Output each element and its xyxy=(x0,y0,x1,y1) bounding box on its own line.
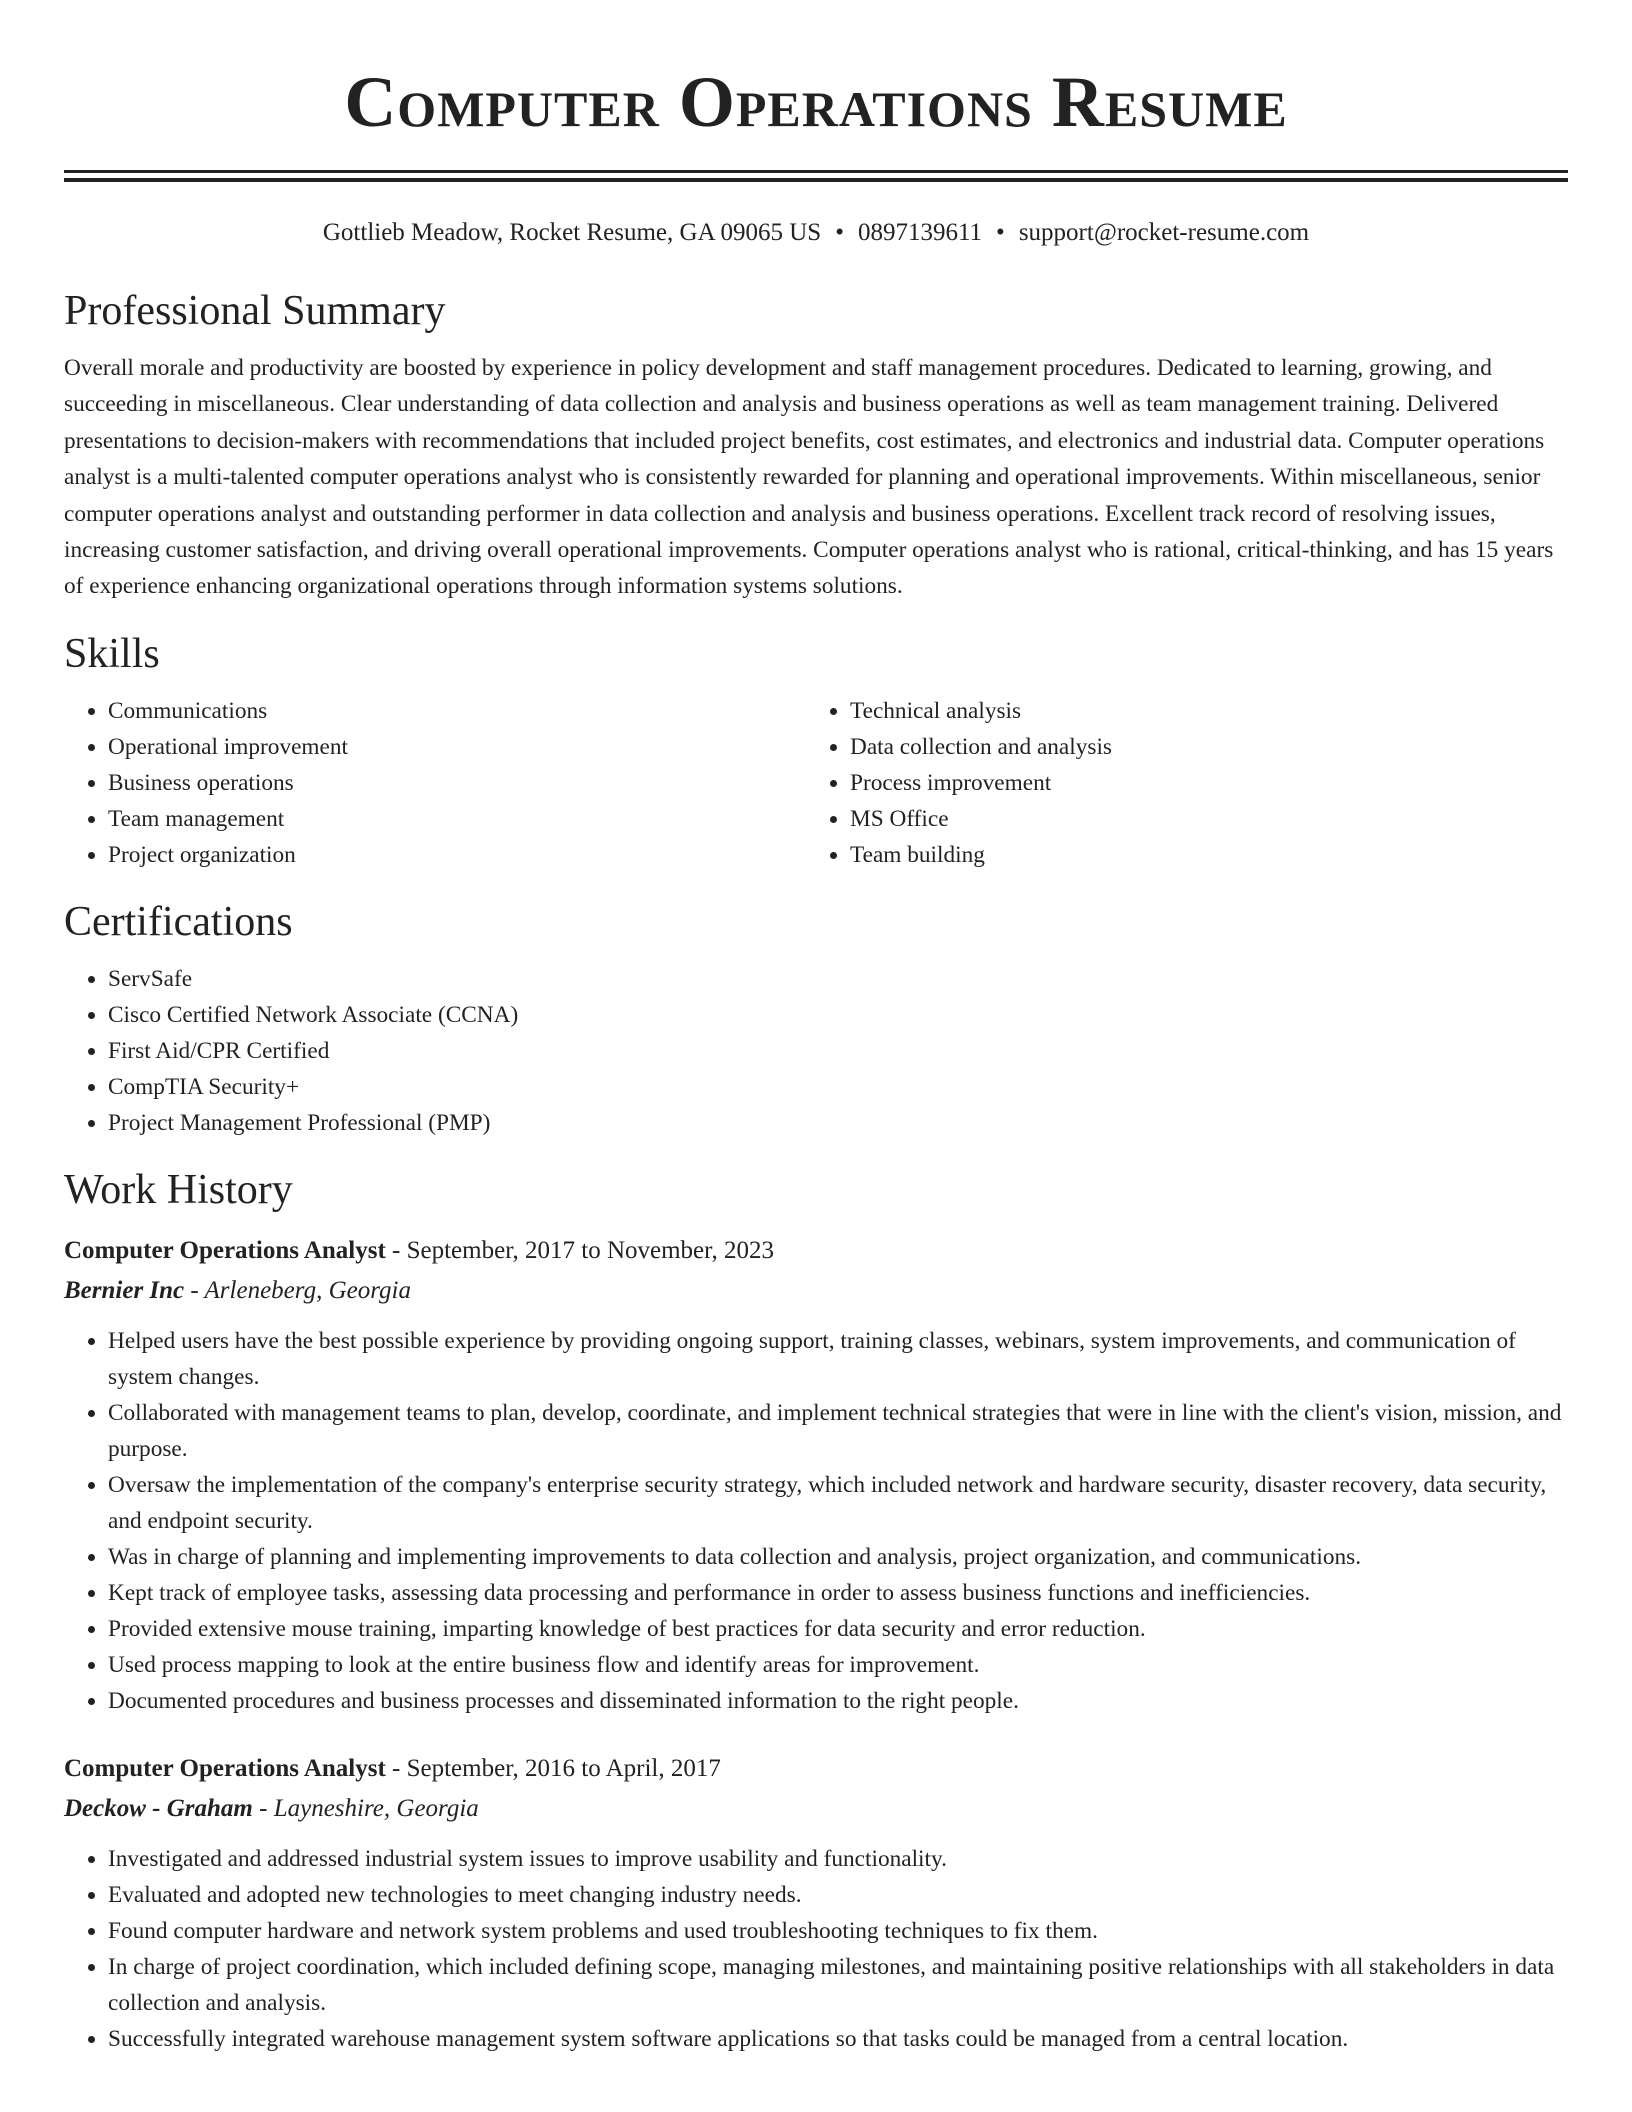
skill-item: • Project organization xyxy=(108,837,806,873)
certification-item: • ServSafe xyxy=(108,961,1568,997)
job-duty: • Provided extensive mouse training, imparting knowledge of best practices for data security and error reduction. xyxy=(108,1611,1568,1647)
skill-item: • Business operations xyxy=(108,765,806,801)
job-duty: • Used process mapping to look at the entire business flow and identify areas for improvement. xyxy=(108,1647,1568,1683)
skills-heading: Skills xyxy=(64,630,160,677)
certification-item: • Project Management Professional (PMP) xyxy=(108,1105,1568,1141)
skill-item: • Team management xyxy=(108,801,806,837)
work-history-heading: Work History xyxy=(64,1166,293,1213)
job-duty: • In charge of project coordination, which included defining scope, managing milestones, and maintaining positive relationships with all stakeholders in data collection and analysis. xyxy=(108,1949,1568,2021)
skills-column-left xyxy=(64,693,806,873)
job-duty: • Found computer hardware and network system problems and used troubleshooting techniques to fix them. xyxy=(108,1913,1568,1949)
certifications-list xyxy=(64,961,1568,1141)
job-duty: • Evaluated and adopted new technologies to meet changing industry needs. xyxy=(108,1877,1568,1913)
certification-item: • Cisco Certified Network Associate (CCNA) xyxy=(108,997,1568,1033)
skill-item: • Data collection and analysis xyxy=(850,729,1548,765)
contact-phone: 0897139611 xyxy=(857,219,983,246)
job-duties xyxy=(64,1841,1568,2057)
job-company-line xyxy=(64,1271,1568,1311)
job-title-line xyxy=(64,1749,1568,1789)
job-location: - Arleneberg, Georgia xyxy=(184,1276,411,1304)
summary-heading: Professional Summary xyxy=(64,288,446,334)
contact-line xyxy=(64,218,1568,248)
job-entry xyxy=(64,1231,1568,1719)
skill-item: • Operational improvement xyxy=(108,729,806,765)
job-duty: • Successfully integrated warehouse management system software applications so that tasks could be managed from a central location. xyxy=(108,2021,1568,2057)
certification-item: • First Aid/CPR Certified xyxy=(108,1033,1568,1069)
job-duty: • Helped users have the best possible experience by providing ongoing support, training classes, webinars, system improvements, and communication of system changes. xyxy=(108,1323,1568,1395)
resume-title: Computer Operations Resume xyxy=(344,62,1288,142)
contact-email[interactable]: support@rocket-resume.com xyxy=(1018,219,1310,246)
job-dates: - September, 2017 to November, 2023 xyxy=(385,1236,774,1264)
job-company: Bernier Inc xyxy=(64,1276,185,1304)
skill-item: • MS Office xyxy=(850,801,1548,837)
job-company: Deckow - Graham xyxy=(64,1794,253,1822)
job-duties xyxy=(64,1323,1568,1719)
skill-item: • Process improvement xyxy=(850,765,1548,801)
job-duty: • Oversaw the implementation of the company's enterprise security strategy, which included network and hardware security, disaster recovery, data security, and endpoint security. xyxy=(108,1467,1568,1539)
job-duty: • Documented procedures and business processes and disseminated information to the right people. xyxy=(108,1683,1568,1719)
title-divider-bottom xyxy=(64,178,1568,182)
job-company-line xyxy=(64,1789,1568,1829)
job-role: Computer Operations Analyst xyxy=(64,1236,386,1264)
certification-item: • CompTIA Security+ xyxy=(108,1069,1568,1105)
job-duty: • Collaborated with management teams to plan, develop, coordinate, and implement technical strategies that were in line with the client's vision, mission, and purpose. xyxy=(108,1395,1568,1467)
job-duty: • Kept track of employee tasks, assessing data processing and performance in order to assess business functions and inefficiencies. xyxy=(108,1575,1568,1611)
contact-address: Gottlieb Meadow, Rocket Resume, GA 09065 US xyxy=(322,219,822,246)
job-role: Computer Operations Analyst xyxy=(64,1754,386,1782)
job-title-line xyxy=(64,1231,1568,1271)
job-dates: - September, 2016 to April, 2017 xyxy=(385,1754,721,1782)
skill-item: • Communications xyxy=(108,693,806,729)
job-duty: • Was in charge of planning and implementing improvements to data collection and analysis, project organization, and communications. xyxy=(108,1539,1568,1575)
contact-separator: • xyxy=(835,219,844,246)
resume-page xyxy=(64,0,1568,2057)
skills-column-right xyxy=(806,693,1548,873)
contact-separator: • xyxy=(996,219,1005,246)
job-entry xyxy=(64,1749,1568,2057)
skills-list xyxy=(64,693,1568,873)
skill-item: • Technical analysis xyxy=(850,693,1548,729)
skill-item: • Team building xyxy=(850,837,1548,873)
job-duty: • Investigated and addressed industrial system issues to improve usability and functionality. xyxy=(108,1841,1568,1877)
certifications-heading: Certifications xyxy=(64,898,293,945)
title-divider-top xyxy=(64,170,1568,173)
job-location: - Layneshire, Georgia xyxy=(252,1794,479,1822)
summary-text: Overall morale and productivity are boosted by experience in policy development and staff management procedures. Dedicated to learning, growing, and succeeding in miscellaneous. Clear understanding of data collection and analysis and business operations as well as team management training. Delivered presentations to decision-makers with recommendations that included project benefits, cost estimates, and electronics and industrial data. Computer operations analyst is a multi-talented computer operations analyst who is consistently rewarded for planning and operational improvements. Within miscellaneous, senior computer operations analyst and outstanding performer in data collection and analysis and business operations. Excellent track record of resolving issues, increasing customer satisfaction, and driving overall operational improvements. Computer operations analyst who is rational, critical-thinking, and has 15 years of experience enhancing organizational operations through information systems solutions. xyxy=(64,355,1554,600)
